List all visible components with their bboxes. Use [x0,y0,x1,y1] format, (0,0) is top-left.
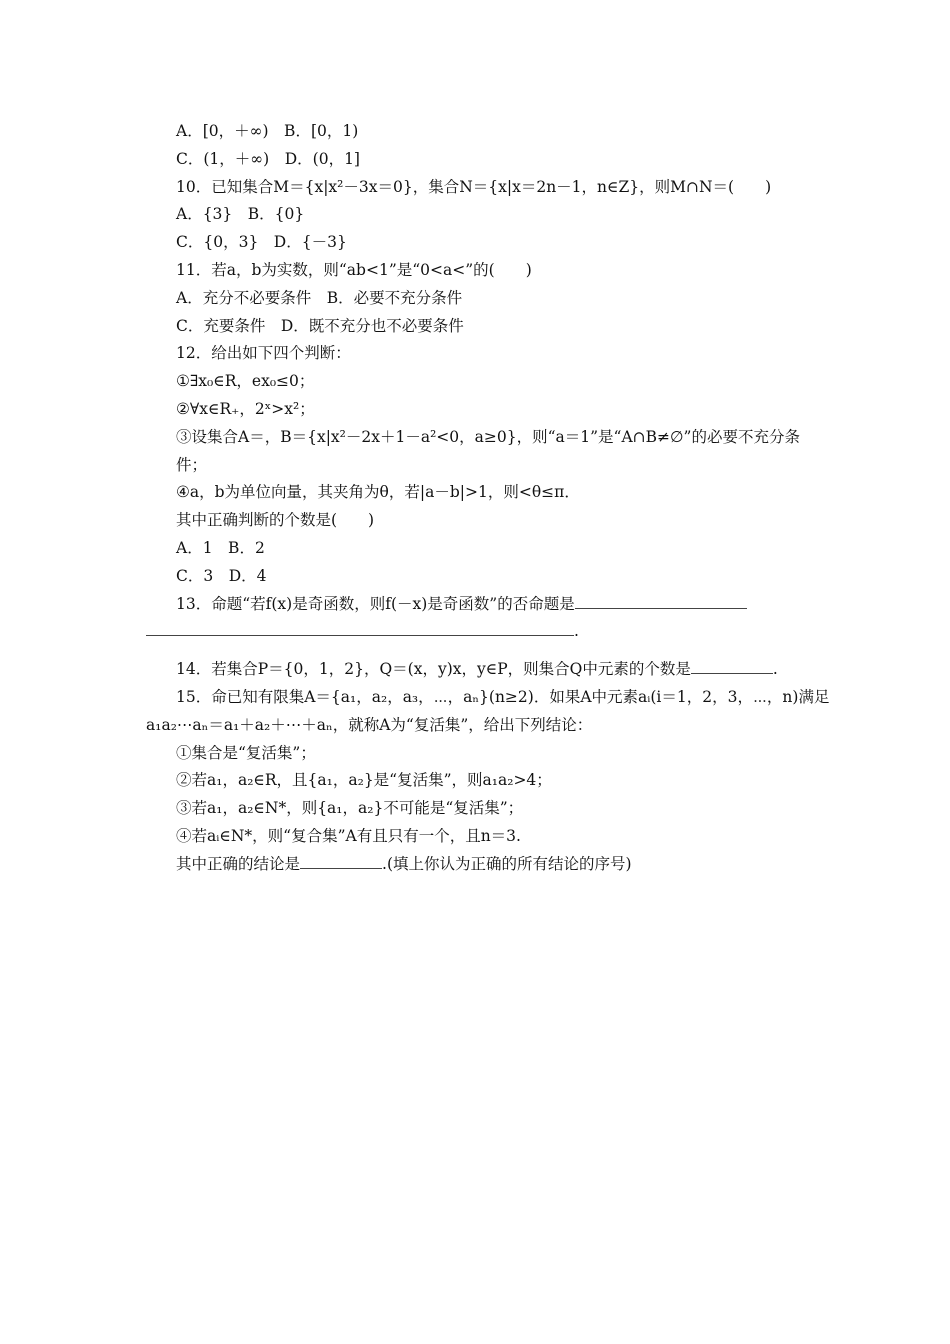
q15-conclusion-3: ③若a₁，a₂∈N*，则{a₁，a₂}不可能是“复活集”； [176,799,524,818]
answer-blank[interactable] [691,659,773,674]
answer-blank[interactable] [575,594,747,609]
q13-stem [146,591,811,619]
q12-question: 其中正确判断的个数是( ) [176,511,375,530]
q15-stem-line1: 15．命已知有限集A＝{a₁，a₂，a₃，⋯，aₙ}(n≥2)．如果A中元素aᵢ(i＝1，2，3，⋯，n)满足 [176,687,830,706]
q14-end: . [772,660,778,679]
q12-stem: 12．给出如下四个判断： [176,344,351,363]
q15-answer-line [146,851,811,879]
q15-text: 其中正确的结论是 [176,854,301,873]
q12-statement-2: ②∀x∈R₊，2ˣ>x²； [176,399,315,418]
q11-options-cd: C．充要条件 D．既不充分也不必要条件 [176,316,464,335]
q12-options-ab: A．1 B．2 [176,538,265,557]
q11-stem: 11．若a，b为实数，则“ab<1”是“0<a<”的( ) [176,260,532,279]
q13-text: 13．命题“若f(x)是奇函数，则f(－x)是奇函数”的否命题是 [176,594,575,613]
q10-options-cd: C．{0，3} D．{－3} [176,233,347,252]
q15-hint: .(填上你认为正确的所有结论的序号) [382,854,632,873]
q10-stem: 10．已知集合M＝{x|x²－3x＝0}，集合N＝{x|x＝2n－1，n∈Z}，则M∩N＝( ) [176,177,772,196]
q15-conclusion-2: ②若a₁，a₂∈R，且{a₁，a₂}是“复活集”，则a₁a₂>4； [176,771,552,790]
q12-statement-4: ④a，b为单位向量，其夹角为θ，若|a－b|>1，则<θ≤π． [176,483,580,502]
question-content [146,118,830,879]
q11-options-ab: A．充分不必要条件 B．必要不充分条件 [176,288,463,307]
answer-blank[interactable] [146,621,574,636]
q15-conclusion-1: ①集合是“复活集”； [176,743,316,762]
q12-statement-3: ③设集合A＝，B＝{x|x²－2x＋1－a²<0，a≥0}，则“a＝1”是“A∩B≠∅”的必要不充分条件； [176,427,800,474]
q14-stem [146,656,811,684]
q14-text: 14．若集合P＝{0，1，2}，Q＝(x，y)x，y∈P，则集合Q中元素的个数是 [176,660,691,679]
q13-continuation [146,618,811,646]
q10-options-ab: A．{3} B．{0} [176,205,305,224]
q9-options-ab: A．[0，＋∞) B．[0，1) [176,122,359,140]
answer-blank[interactable] [300,854,382,869]
q15-conclusion-4: ④若aᵢ∈N*，则“复合集”A有且只有一个，且n＝3. [176,826,521,845]
q12-options-cd: C．3 D．4 [176,566,267,585]
q12-statement-1: ①∃x₀∈R，ex₀≤0； [176,372,315,391]
q9-options-cd: C．(1，＋∞) D．(0，1] [176,149,360,168]
q15-stem-line2: a₁a₂⋯aₙ＝a₁＋a₂＋⋯＋aₙ，就称A为“复活集”，给出下列结论： [146,715,593,734]
q13-end: . [574,622,579,641]
